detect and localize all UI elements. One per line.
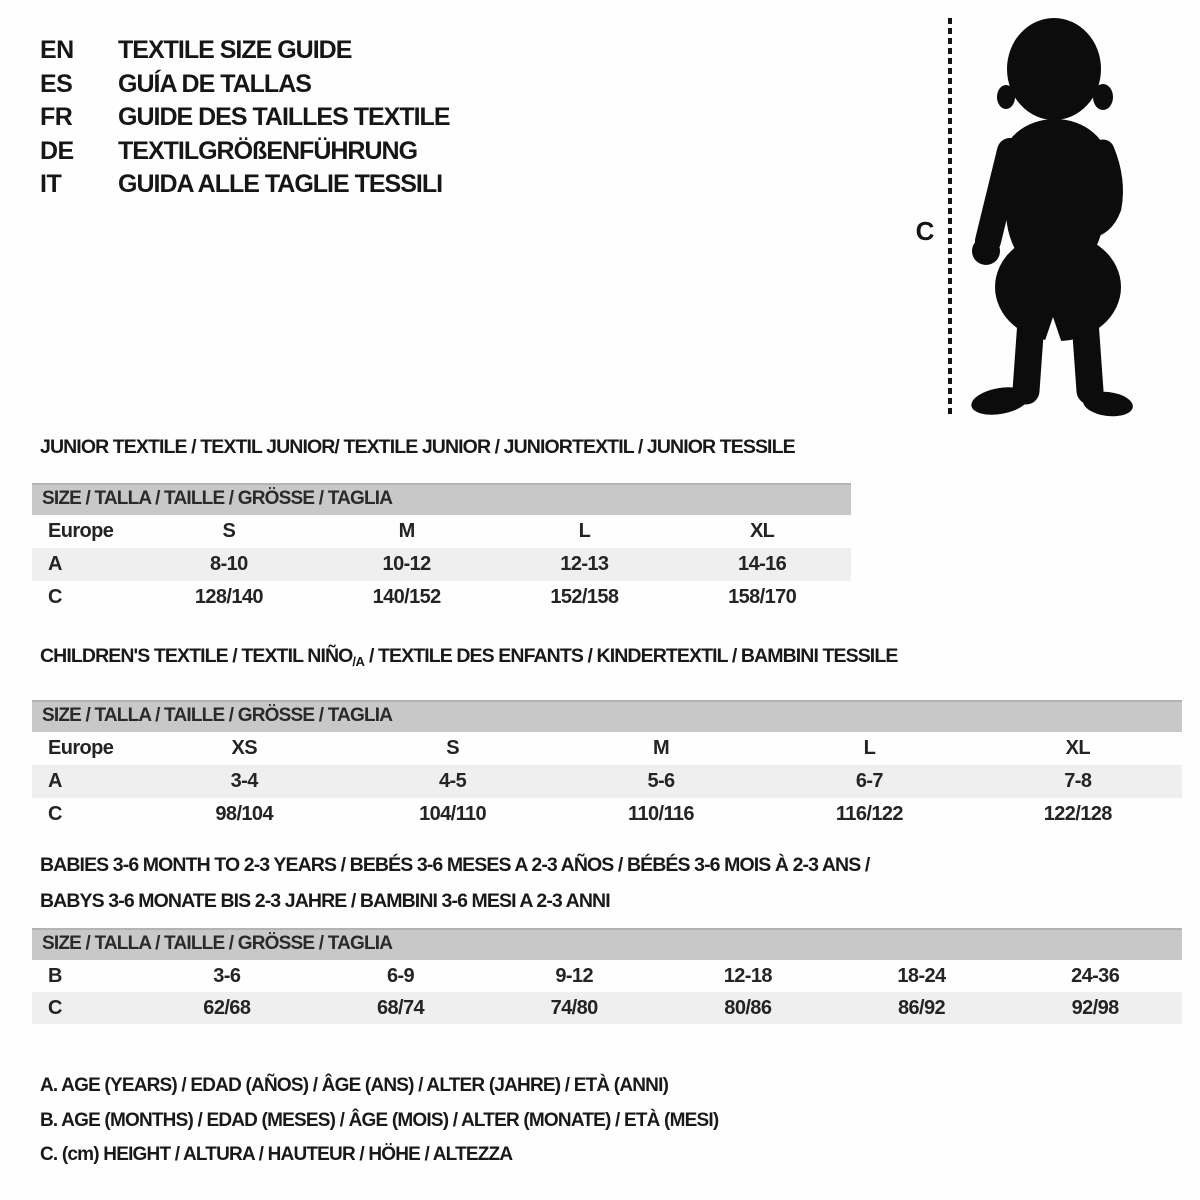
language-row-es xyxy=(40,68,600,102)
value-cell: 3-4 xyxy=(230,770,258,792)
babies-section-title xyxy=(40,847,869,919)
language-title: GUIDE DES TAILLES TEXTILE xyxy=(118,103,450,132)
size-cell: S xyxy=(222,520,236,542)
value-cell: 24-36 xyxy=(1071,964,1120,987)
language-title: GUÍA DE TALLAS xyxy=(118,69,311,98)
value-cell: 158/170 xyxy=(728,586,797,608)
value-cell: 98/104 xyxy=(215,803,273,825)
value-cell: 116/122 xyxy=(835,803,903,825)
value-cell: 128/140 xyxy=(194,586,263,608)
value-cell: 12-13 xyxy=(560,553,609,575)
language-row-de xyxy=(40,135,600,169)
language-row-en xyxy=(40,34,600,68)
toddler-silhouette-icon xyxy=(966,15,1138,417)
table-row-europe xyxy=(32,732,1182,765)
row-label: C xyxy=(48,996,62,1019)
value-cell: 152/158 xyxy=(550,586,619,608)
table-row-age xyxy=(32,765,1182,798)
language-title: GUIDA ALLE TAGLIE TESSILI xyxy=(118,170,443,199)
size-table-header: SIZE / TALLA / TAILLE / GRÖSSE / TAGLIA xyxy=(32,928,1182,960)
measurement-legend xyxy=(40,1069,718,1173)
size-cell: L xyxy=(578,520,591,542)
row-label: A xyxy=(48,770,62,792)
size-cell: M xyxy=(652,737,670,759)
size-table-header: SIZE / TALLA / TAILLE / GRÖSSE / TAGLIA xyxy=(32,700,1182,732)
value-cell: 14-16 xyxy=(738,553,787,575)
value-cell: 12-18 xyxy=(723,964,772,987)
value-cell: 10-12 xyxy=(382,553,431,575)
table-row-height xyxy=(32,798,1182,831)
babies-size-table xyxy=(32,928,1182,1024)
row-label: B xyxy=(48,964,62,987)
junior-section-title: JUNIOR TEXTILE / TEXTIL JUNIOR/ TEXTILE JUNIOR / JUNIORTEXTIL / JUNIOR TESSILE xyxy=(40,436,795,458)
size-table-header: SIZE / TALLA / TAILLE / GRÖSSE / TAGLIA xyxy=(32,483,851,515)
language-title: TEXTILE SIZE GUIDE xyxy=(118,36,352,65)
size-cell: XL xyxy=(1065,737,1090,759)
legend-line-b: B. AGE (MONTHS) / EDAD (MESES) / ÂGE (MOIS) / ALTER (MONATE) / ETÀ (MESI) xyxy=(40,1109,719,1131)
value-cell: 92/98 xyxy=(1071,996,1119,1019)
table-row-months xyxy=(32,960,1182,992)
language-row-it xyxy=(40,168,600,202)
value-cell: 122/128 xyxy=(1043,803,1112,825)
legend-line-a: A. AGE (YEARS) / EDAD (AÑOS) / ÂGE (ANS) / ALTER (JAHRE) / ETÀ (ANNI) xyxy=(40,1075,669,1096)
row-label: Europe xyxy=(48,737,114,759)
table-row-height xyxy=(32,581,851,614)
babies-title-line2: BABYS 3-6 MONATE BIS 2-3 JAHRE / BAMBINI 3-6 MESI A 2-3 ANNI xyxy=(40,890,610,912)
size-cell: M xyxy=(398,520,415,542)
children-section-title xyxy=(40,645,897,669)
value-cell: 74/80 xyxy=(550,996,598,1019)
table-row-age xyxy=(32,548,851,581)
language-code: DE xyxy=(40,136,74,165)
table-row-height xyxy=(32,992,1182,1024)
junior-size-table xyxy=(32,483,851,614)
value-cell: 68/74 xyxy=(376,996,425,1019)
height-measure-dashed-line xyxy=(948,18,952,416)
size-cell: S xyxy=(446,737,459,759)
row-label: C xyxy=(48,803,62,825)
value-cell: 80/86 xyxy=(724,996,772,1019)
language-code: EN xyxy=(40,36,74,65)
children-title-part2: / TEXTILE DES ENFANTS / KINDERTEXTIL / BAMBINI TESSILE xyxy=(364,645,898,667)
language-code: ES xyxy=(40,69,73,98)
row-label: C xyxy=(48,586,62,608)
value-cell: 110/116 xyxy=(628,803,694,825)
value-cell: 3-6 xyxy=(213,964,241,987)
legend-line-c: C. (cm) HEIGHT / ALTURA / HAUTEUR / HÖHE / ALTEZZA xyxy=(40,1144,513,1165)
table-row-europe xyxy=(32,515,851,548)
children-title-part1: CHILDREN'S TEXTILE / TEXTIL NIÑO xyxy=(40,645,353,667)
language-row-fr xyxy=(40,101,600,135)
value-cell: 5-6 xyxy=(647,770,675,792)
value-cell: 18-24 xyxy=(897,964,946,987)
size-cell: XS xyxy=(231,737,257,759)
language-title: TEXTILGRÖßENFÜHRUNG xyxy=(118,136,418,165)
row-label: Europe xyxy=(48,520,114,542)
size-cell: L xyxy=(863,737,876,759)
value-cell: 62/68 xyxy=(203,996,251,1019)
language-code: FR xyxy=(40,103,73,132)
babies-title-line1: BABIES 3-6 MONTH TO 2-3 YEARS / BEBÉS 3-6 MESES A 2-3 AÑOS / BÉBÉS 3-6 MOIS À 2-3 ANS / xyxy=(40,854,870,876)
language-code: IT xyxy=(40,170,62,199)
value-cell: 140/152 xyxy=(372,586,441,608)
value-cell: 7-8 xyxy=(1064,770,1092,792)
value-cell: 86/92 xyxy=(897,996,946,1019)
value-cell: 6-9 xyxy=(386,964,415,987)
children-title-subscript: /A xyxy=(352,654,365,669)
value-cell: 4-5 xyxy=(439,770,467,792)
size-cell: XL xyxy=(749,520,775,542)
language-list xyxy=(40,34,600,202)
value-cell: 9-12 xyxy=(555,964,593,987)
value-cell: 6-7 xyxy=(855,770,883,792)
height-measure-label: C xyxy=(915,216,935,246)
value-cell: 104/110 xyxy=(419,803,487,825)
value-cell: 8-10 xyxy=(210,553,248,575)
children-size-table xyxy=(32,700,1182,831)
row-label: A xyxy=(48,553,62,575)
